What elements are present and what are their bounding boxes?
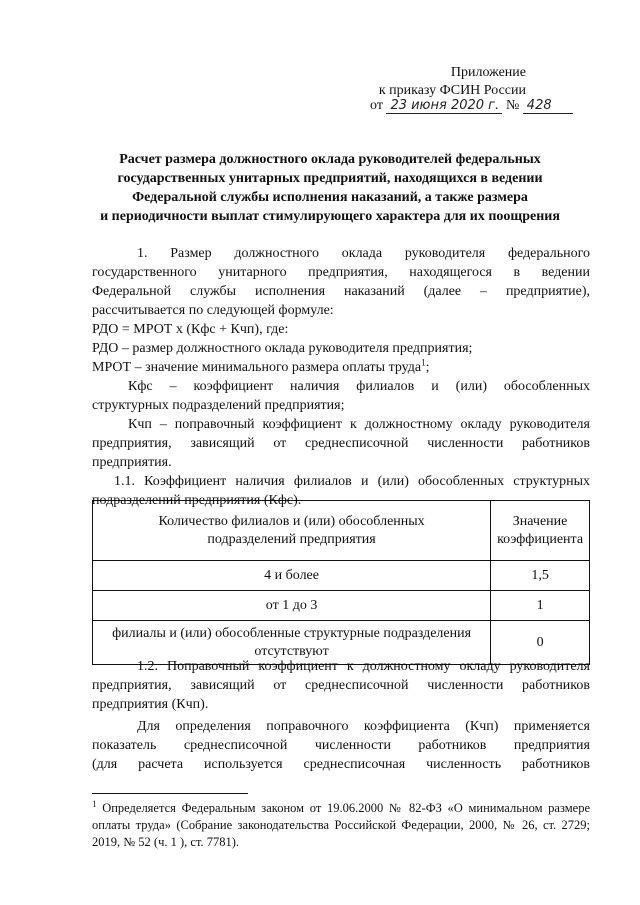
header-text: коэффициента (497, 531, 584, 547)
table-cell: 4 и более (93, 561, 491, 591)
title-line: и периодичности выплат стимулирующего характера для их поощрения (100, 209, 560, 224)
cell-text: филиалы и (или) обособленные структурные подразделения (112, 625, 472, 641)
title-line: Расчет размера должностного оклада руководителей федеральных (119, 152, 541, 167)
text-line: государственного унитарного предприятия, находящегося в ведении (92, 265, 590, 280)
title-line: Федеральной службы исполнения наказаний, а также размера (132, 190, 528, 205)
order-number-label: № (505, 98, 520, 113)
text-line: показатель среднесписочной численности работников предприятия (92, 738, 590, 753)
text-line: Федеральной службы исполнения наказаний (далее – предприятие), (92, 284, 590, 299)
document-title (80, 150, 580, 226)
table-cell: 1 (491, 591, 590, 621)
order-from-label: от (370, 98, 383, 113)
cell-text: отсутствуют (254, 643, 329, 659)
footnote-text: Определяется Федеральным законом от 19.06.2000 № 82-ФЗ «О минимальном размере оплаты труда» (Собрание законодательства Российской Федерации, 2000, № 26, ст. 2729; 2019, № 52 (ч. 1 ), ст. 7781). (92, 801, 590, 849)
table-row (93, 591, 590, 621)
title-line: государственных унитарных предприятий, находящихся в ведении (117, 171, 543, 186)
table-cell: 0 (491, 621, 590, 665)
text-line: 1.1. Коэффициент наличия филиалов и (или) обособленных структурных (114, 474, 590, 489)
section-1 (92, 244, 590, 510)
text-line: 1.2. Поправочный коэффициент к должностному окладу руководителя (137, 659, 590, 674)
header-text: подразделений предприятия (207, 531, 376, 547)
text-line: предприятия, зависящий от среднесписочной численности работников (92, 436, 590, 451)
footnote-mark: 1 (421, 357, 426, 368)
rdo-definition: РДО – размер должностного оклада руководителя предприятия; (92, 341, 473, 356)
text-line: подразделений предприятия (Кфс). (92, 493, 302, 508)
appendix-header (266, 64, 526, 100)
order-number: 428 (523, 98, 573, 114)
table-header-row (93, 501, 590, 561)
table-row (93, 561, 590, 591)
text-line: 1. Размер должностного оклада руководителя федерального (137, 246, 590, 261)
text-line: Кфс – коэффициент наличия филиалов и (или) обособленных (128, 379, 590, 394)
header-text: Количество филиалов и (или) обособленных (158, 513, 425, 529)
table-cell: 1,5 (491, 561, 590, 591)
mrot-definition (92, 358, 590, 377)
text-line: (для расчета используется среднесписочная численность работников (92, 757, 590, 772)
mrot-text: МРОТ – значение минимального размера оплаты труда (92, 360, 422, 375)
kfs-definition (92, 377, 590, 415)
subsection-1-2-paragraph (92, 657, 590, 714)
formula: РДО = МРОТ х (Кфс + Кчп), где: (92, 322, 289, 337)
order-reference: к приказу ФСИН России (378, 83, 526, 98)
coefficient-paragraph (92, 717, 590, 774)
mrot-tail: ; (425, 360, 430, 375)
text-line: Кчп – поправочный коэффициент к должностному окладу руководителя (128, 417, 590, 432)
table-cell: от 1 до 3 (93, 591, 491, 621)
footnote-number: 1 (92, 798, 97, 809)
text-line: Для определения поправочного коэффициента (Кчп) применяется (137, 719, 590, 734)
appendix-label: Приложение (450, 65, 526, 80)
text-line: структурных подразделений предприятия; (92, 398, 345, 413)
section1-paragraph (92, 244, 590, 320)
text-line: предприятия. (92, 455, 172, 470)
table-header-cell (491, 501, 590, 561)
kchp-definition (92, 415, 590, 472)
text-line: рассчитывается по следующей формуле: (92, 303, 334, 318)
text-line: предприятия (Кчп). (92, 697, 209, 712)
section-1-2 (92, 657, 590, 774)
footnote-divider (92, 793, 248, 794)
text-line: предприятия, зависящий от среднесписочной численности работников (92, 678, 590, 693)
order-date: 23 июня 2020 г. (386, 98, 502, 114)
header-text: Значение (512, 513, 568, 529)
footnote (92, 800, 590, 851)
table-header-cell (93, 501, 491, 561)
order-date-number (370, 98, 573, 114)
coefficient-table (92, 500, 590, 665)
